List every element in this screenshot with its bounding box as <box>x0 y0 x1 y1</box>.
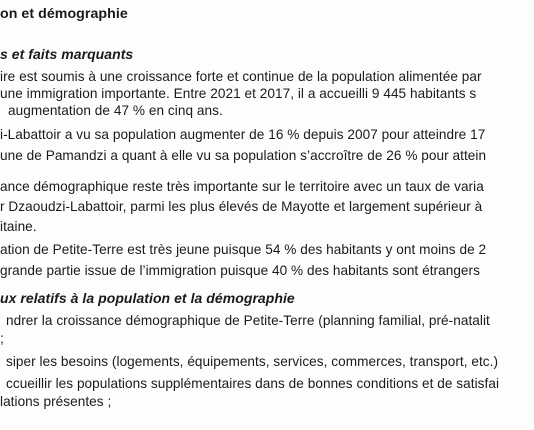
subheading-challenges: ux relatifs à la population et la démographie <box>0 290 295 306</box>
paragraph-line: i-Labattoir a vu sa population augmenter de 16 % depuis 2007 pour atteindre 17 <box>0 127 486 142</box>
paragraph-line: r Dzaoudzi-Labattoir, parmi les plus élevés de Mayotte et largement supérieur à <box>0 199 483 214</box>
paragraph-line: ance démographique reste très importante sur le territoire avec un taux de varia <box>0 179 484 194</box>
paragraph-line: ation de Petite-Terre est très jeune puisque 54 % des habitants y ont moins de 2 <box>0 242 487 257</box>
section-title: on et démographie <box>0 6 128 22</box>
paragraph-line: itaine. <box>0 219 37 234</box>
challenge-line: siper les besoins (logements, équipements, services, commerces, transport, etc.) <box>6 354 499 369</box>
challenge-line: ndrer la croissance démographique de Petite-Terre (planning familial, pré-natalit <box>6 313 490 328</box>
paragraph-line: grande partie issue de l’immigration puisque 40 % des habitants sont étrangers <box>0 263 480 278</box>
paragraph-line: ire est soumis à une croissance forte et continue de la population alimentée par <box>0 69 482 84</box>
paragraph-line: une immigration importante. Entre 2021 et 2017, il a accueilli 9 445 habitants s <box>0 86 477 101</box>
subheading-facts: s et faits marquants <box>0 46 134 62</box>
paragraph-line: une de Pamandzi a quant à elle vu sa population s’accroître de 26 % pour attein <box>0 148 487 163</box>
challenge-line: lations présentes ; <box>0 394 112 409</box>
challenge-line: ccueillir les populations supplémentaires dans de bonnes conditions et de satisfai <box>6 376 500 391</box>
paragraph-line: augmentation de 47 % en cinq ans. <box>8 103 223 118</box>
challenge-line: ; <box>0 331 4 346</box>
